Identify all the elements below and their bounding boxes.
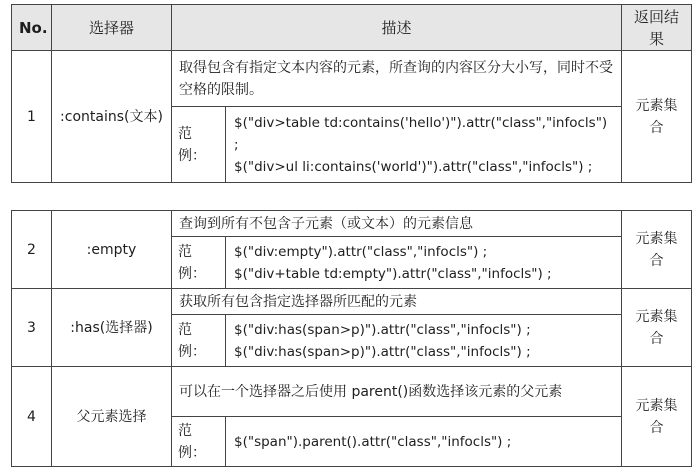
row-no: 1 <box>12 51 52 183</box>
row-no: 2 <box>12 211 52 289</box>
row-selector: :contains(文本) <box>52 51 172 183</box>
header-selector: 选择器 <box>52 5 172 51</box>
example-code <box>226 315 622 367</box>
header-row <box>12 5 692 51</box>
row-result: 元素集合 <box>622 367 692 467</box>
table-row <box>12 367 692 417</box>
row-selector: 父元素选择 <box>52 367 172 467</box>
row-no: 4 <box>12 367 52 467</box>
example-label: 范例： <box>172 237 226 289</box>
example-label: 范例： <box>172 107 226 183</box>
table-row <box>12 51 692 107</box>
header-result: 返回结果 <box>622 5 692 51</box>
selector-table-top <box>11 4 692 183</box>
table-row <box>12 211 692 237</box>
table-row <box>12 289 692 315</box>
row-description: 可以在一个选择器之后使用 parent()函数选择该元素的父元素 <box>172 367 622 417</box>
example-line: $("div:has(span>p)").attr("class","infocls") ; <box>234 343 531 360</box>
row-description: 取得包含有指定文本内容的元素，所查询的内容区分大小写，同时不受空格的限制。 <box>172 51 622 107</box>
example-line: $("div>table td:contains('hello')").attr("class","infocls") ; <box>234 114 608 153</box>
row-description: 获取所有包含指定选择器所匹配的元素 <box>172 289 622 315</box>
example-code <box>226 107 622 183</box>
row-result: 元素集合 <box>622 51 692 183</box>
header-no: No. <box>12 5 52 51</box>
row-result: 元素集合 <box>622 289 692 367</box>
selector-table-bottom <box>11 210 692 467</box>
example-line: $("span").parent().attr("class","infocls") ; <box>234 433 512 450</box>
example-code <box>226 417 622 467</box>
example-line: $("div>ul li:contains('world')").attr("class","infocls") ; <box>234 158 593 175</box>
header-description: 描述 <box>172 5 622 51</box>
row-selector: :empty <box>52 211 172 289</box>
example-label: 范例： <box>172 417 226 467</box>
example-line: $("div:empty").attr("class","infocls") ; <box>234 243 488 260</box>
row-no: 3 <box>12 289 52 367</box>
example-code <box>226 237 622 289</box>
example-label: 范例： <box>172 315 226 367</box>
row-result: 元素集合 <box>622 211 692 289</box>
row-selector: :has(选择器) <box>52 289 172 367</box>
row-description: 查询到所有不包含子元素（或文本）的元素信息 <box>172 211 622 237</box>
example-line: $("div+table td:empty").attr("class","infocls") ; <box>234 265 552 282</box>
example-line: $("div:has(span>p)").attr("class","infocls") ; <box>234 321 531 338</box>
